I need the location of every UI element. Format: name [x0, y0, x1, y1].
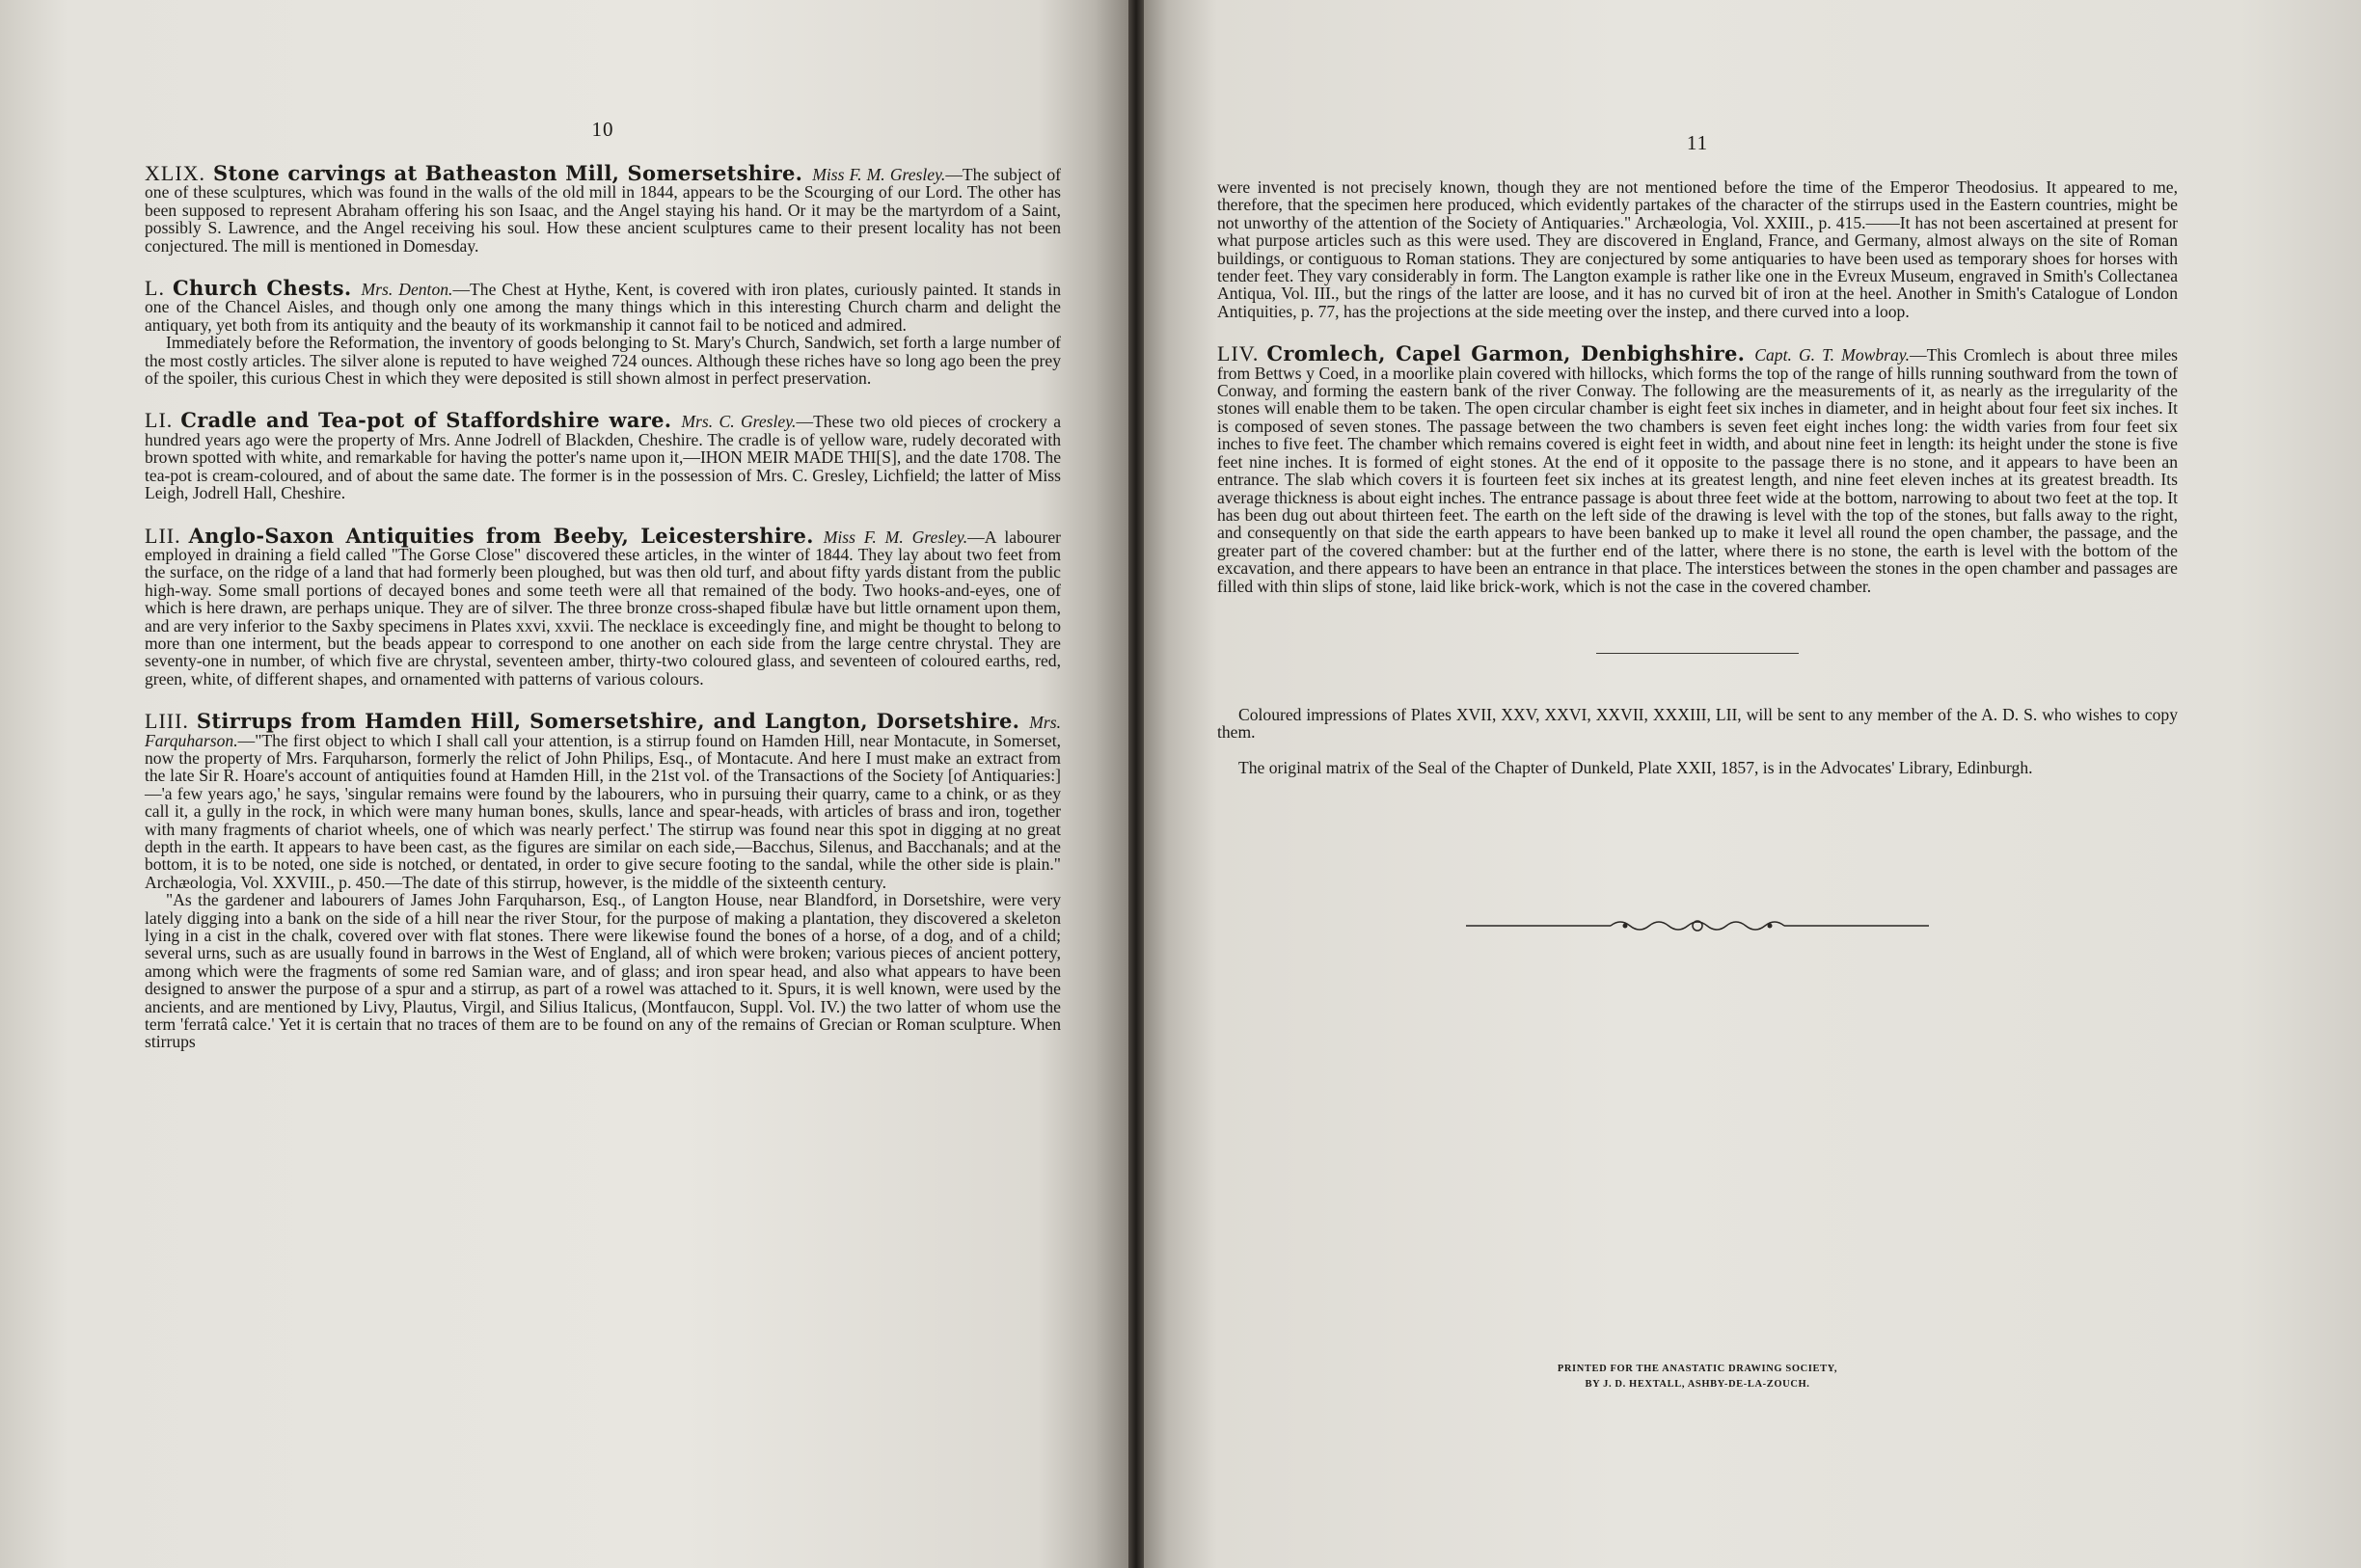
page-number-right: 11 — [1686, 131, 1709, 154]
right-page — [1144, 0, 2361, 1568]
entry-author: Capt. G. T. Mowbray. — [1754, 345, 1911, 365]
entry-author: Miss F. M. Gresley. — [812, 165, 946, 184]
entry-title: Stirrups from Hamden Hill, Somersetshire, and Langton, Dorsetshire. — [196, 709, 1020, 734]
entry-text: —This Cromlech is about three miles from Bettws y Coed, in a moorlike plain covered with hillocks, which forms the top of the range of hills running southward from the town of Conway, and forming the eastern bank of the river Conway. The following are the measurements of it, as nearly as the irregularity of the stones will enable them to be taken. The open circular chamber is eight feet six inches in diameter, and in height about four feet six inches. It is composed of seven stones. The passage between the two chambers is seven feet eight inches long: the width varies from four feet six inches to five feet. The chamber which remains covered is eight feet in width, and about nine feet in length: its height under the stone is five feet nine inches. It is formed of eight stones. At the end of it opposite to the passage there is no stone, and it appears to have been an entrance. The slab which covers it is fourteen feet six inches at its greatest length, and nine feet eleven inches at its greatest breadth. Its average thickness is about eight inches. The entrance passage is about three feet wide at the bottom, narrowing to about two feet at the top. It has been dug out about thirteen feet. The earth on the left side of the drawing is level with the top of the stones, but falls away to the right, and consequently on that side the earth appears to have been banked up to make it level all round the open chamber, the passage, and the greater part of the covered chamber: but at the further end of the latter, where there is no stone, the earth is level with the bottom of the excavation, and there appears to have been an entrance in that place. The interstices between the stones in the open chamber and passages are filled with thin slips of stone, laid like brick-work, which is not the case in the covered chamber. — [1217, 345, 2178, 596]
entry-text: —The Chest at Hythe, Kent, is covered with iron plates, curiously painted. It stands in one of the Chancel Aisles, and though only one among the many things which in this interesting Church charm and delight the antiquary, yet both from its antiquity and the beauty of its workmanship it cannot fail to be noticed and admired. — [145, 280, 1061, 335]
entry-title: Anglo-Saxon Antiquities from Beeby, Leicestershire. — [188, 523, 814, 548]
note-coloured-impressions: Coloured impressions of Plates XVII, XXV, XXVI, XXVII, XXXIII, LII, will be sent to any member of the A. D. S. who wishes to copy them. — [1217, 704, 2178, 743]
entry-text: —The subject of one of these sculptures, which was found in the walls of the old mill in 1844, appears to be the Scourging of our Lord. The other has been supposed to represent Abraham offering his son Isaac, and the Angel staying his hand. Or it may be the martyrdom of a Saint, possibly S. Lawrence, and the Angel receiving his soul. How these ancient sculptures came to their present locality has not been conjectured. The mill is mentioned in Domesday. — [145, 165, 1062, 256]
entry-title: Cradle and Tea-pot of Staffordshire ware. — [180, 408, 672, 433]
entry-number: LII. — [145, 523, 181, 548]
entry-number: L. — [145, 276, 165, 301]
entry-l — [145, 276, 1061, 389]
printer-line-1: PRINTED FOR THE ANASTATIC DRAWING SOCIETY, — [1557, 1364, 1838, 1374]
entry-author: Mrs. Farquharson. — [145, 713, 1061, 750]
printer-line-2: BY J. D. HEXTALL, ASHBY-DE-LA-ZOUCH. — [1585, 1379, 1810, 1390]
entry-text: —"The first object to which I shall call your attention, is a stirrup found on Hamden Hill, near Montacute, in Somerset, now the property of Mrs. Farquharson, formerly the relict of John Philips, Esq., of Montacute. And here I must make an extract from the late Sir R. Hoare's account of antiquities found at Hamden Hill, in the 21st vol. of the Transactions of the Society [of Antiquaries:]—'a few years ago,' he says, 'singular remains were found by the labourers, who in pursuing their quarry, came to a chink, or as they call it, a gully in the rock, in which were many human bones, skulls, lance and spear-heads, with articles of brass and iron, together with many fragments of chariot wheels, one of which was nearly perfect.' The stirrup was found near this spot in digging at no great depth in the earth. It appears to have been cast, as the figures are similar on each side,—Bacchus, Silenus, and Bacchanals; and at the bottom, it is to be noted, one side is notched, or dentated, in order to give secure footing to the sandal, while the other side is plain." Archæologia, Vol. XXVIII., p. 450.—The date of this stirrup, however, is the middle of the sixteenth century. — [145, 730, 1061, 892]
continuation-text — [1217, 178, 2178, 320]
entry-title: Stone carvings at Batheaston Mill, Somersetshire. — [213, 161, 803, 185]
entry-li — [145, 408, 1061, 503]
entry-title: Church Chests. — [172, 276, 352, 301]
entry-number: LI. — [145, 408, 174, 433]
note-dunkeld-seal: The original matrix of the Seal of the Chapter of Dunkeld, Plate XXII, 1857, is in the Advocates' Library, Edinburgh. — [1238, 757, 2033, 777]
entry-paragraph: Immediately before the Reformation, the inventory of goods belonging to St. Mary's Church, Sandwich, set forth a large number of the most costly articles. The silver alone is reputed to have weighed 724 ounces. Although these riches have so long ago been the prey of the spoiler, this curious Chest in which they were deposited is still shown almost in perfect preservation. — [145, 333, 1061, 389]
book-gutter — [1128, 0, 1144, 1568]
entry-lii — [145, 523, 1061, 689]
entry-liii — [145, 709, 1061, 1052]
entry-number: LIII. — [145, 709, 189, 734]
entry-number: XLIX. — [145, 161, 206, 185]
notes — [1217, 706, 2178, 776]
entry-author: Miss F. M. Gresley. — [823, 527, 968, 547]
entry-paragraph: "As the gardener and labourers of James John Farquharson, Esq., of Langton House, near Blandford, in Dorsetshire, were very lately digging into a bank on the side of a hill near the river Stour, for the purpose of making a plantation, they discovered a skeleton lying in a cist in the chalk, covered over with flat stones. There were likewise found the bones of a horse, of a dog, and of a child; several urns, such as are usually found in barrows in the West of England, all of which were broken; various pieces of ancient pottery, among which were the fragments of some red Samian ware, and of glass; and iron spear head, and also what appears to have been designed to answer the purpose of a spur and a stirrup, as part of a rowel was attached to it. Spurs, it is well known, were used by the ancients, and are mentioned by Livy, Plautus, Virgil, and Silius Italicus, (Montfaucon, Suppl. Vol. IV.) the two latter of whom use the term 'ferratâ calce.' Yet it is certain that no traces of them are to be found on any of the remains of Grecian or Roman sculpture. When stirrups — [145, 890, 1061, 1052]
page-number-left: 10 — [591, 118, 614, 141]
entry-xlix — [145, 161, 1062, 256]
left-page — [0, 0, 1128, 1568]
entry-author: Mrs. Denton. — [361, 280, 453, 300]
entry-author: Mrs. C. Gresley. — [681, 412, 797, 432]
section-divider — [1596, 653, 1799, 654]
entry-title: Cromlech, Capel Garmon, Denbighshire. — [1266, 341, 1746, 366]
continuation-paragraph: were invented is not precisely known, though they are not mentioned before the time of the Emperor Theodosius. It appeared to me, therefore, that the specimen here produced, which evidently partakes of the character of the stirrups used in the Eastern countries, might be not unworthy of the attention of the Society of Antiquaries." Archæologia, Vol. XXIII., p. 415.——It has not been ascertained at present for what purpose articles such as this were used. They are discovered in England, France, and Germany, almost always on the site of Roman buildings, or contiguous to Roman stations. They are conjectured by some antiquaries to have been used as temporary shoes for horses with tender feet. They vary considerably in form. The Langton example is rather like one in the Evreux Museum, engraved in Smith's Collectanea Antiqua, Vol. III., but the rings of the latter are loose, and it has no curved bit of iron at the heel. Another in Smith's Catalogue of London Antiquities, p. 77, has the projections at the side meeting over the instep, and there curved into a loop. — [1217, 177, 2178, 321]
entry-text: —A labourer employed in draining a field called "The Gorse Close" discovered these articles, in the winter of 1844. They lay about two feet from the surface, on the ridge of a land that had formerly been ploughed, but was then old turf, and about fifty yards distant from the public high-way. Some small portions of decayed bones and some teeth were all that remained of the body. Two hooks-and-eyes, one of which is here drawn, are perhaps unique. They are of silver. The three bronze cross-shaped fibulæ have but little ornament upon them, and are very inferior to the Saxby specimens in Plates xxvi, xxvii. The necklace is exceedingly fine, and might be thought to belong to more than one interment, but the beads appear to correspond to one another on each side from the large centre chrystal. They are seventy-one in number, of which five are chrystal, seventeen amber, thirty-two coloured glass, and seventeen of coloured earths, red, green, white, of different shapes, and ornamented with patterns of various colours. — [145, 527, 1061, 689]
printer-imprint — [1217, 1362, 2178, 1392]
ornament-flourish-icon — [1466, 911, 1929, 940]
entry-number: LIV. — [1217, 341, 1260, 366]
entry-liv — [1217, 341, 2178, 596]
entry-text: —These two old pieces of crockery a hundred years ago were the property of Mrs. Anne Jodrell of Blackden, Cheshire. The cradle is of yellow ware, rudely decorated with brown spotted with white, and remarkable for having the potter's name upon it,—IHON MEIR MADE THI[S], and the date 1708. The tea-pot is cream-coloured, and of about the same date. The former is in the possession of Mrs. C. Gresley, Lichfield; the latter of Miss Leigh, Jodrell Hall, Cheshire. — [145, 412, 1061, 503]
